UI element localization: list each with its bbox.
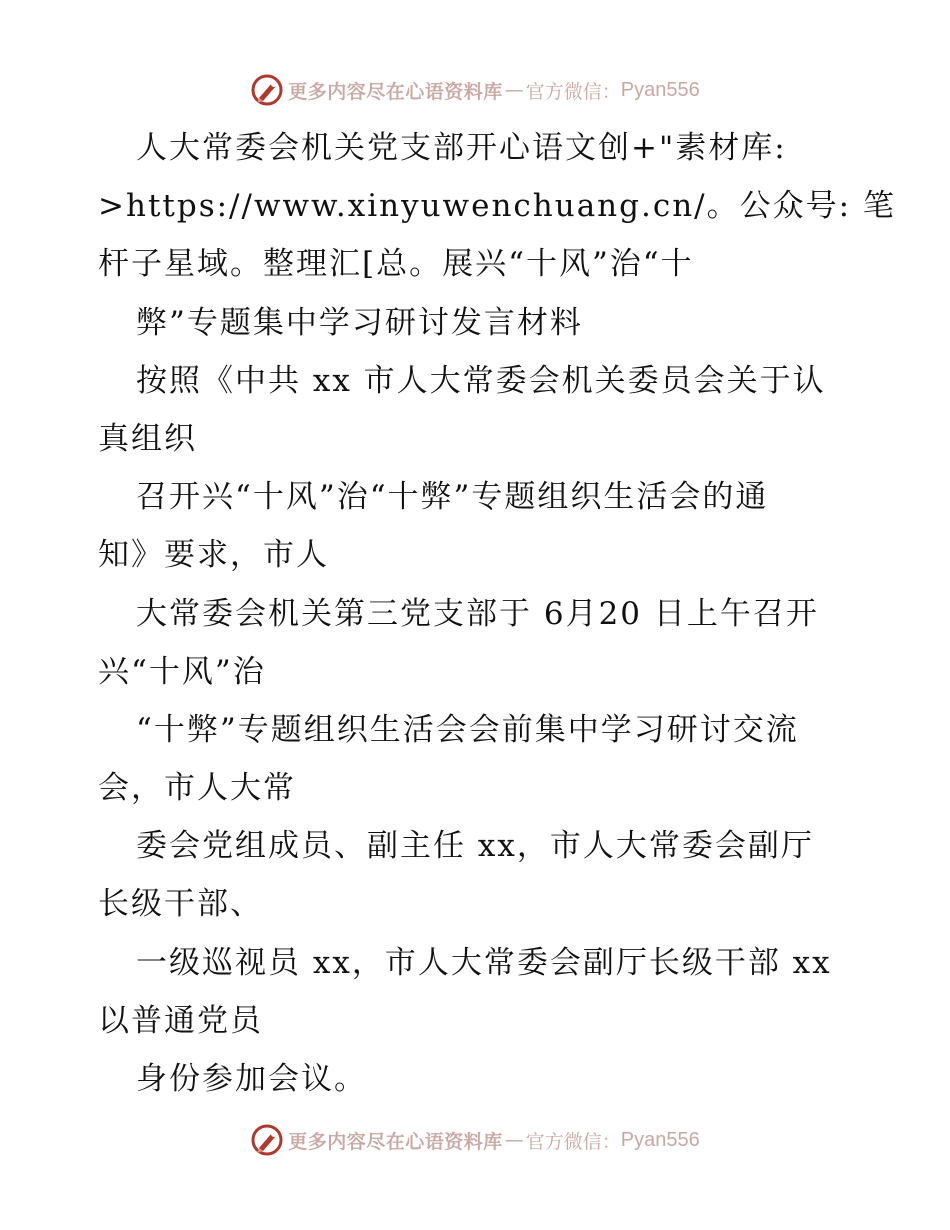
footer-watermark bbox=[0, 1120, 950, 1160]
pen-logo-icon bbox=[250, 73, 284, 107]
document-body bbox=[98, 119, 896, 1108]
watermark-separator: — bbox=[504, 1129, 524, 1151]
pen-logo-icon bbox=[250, 1123, 284, 1157]
text-line: 弊”专题集中学习研讨发言材料 bbox=[136, 304, 583, 341]
watermark-wechat-id: Pyan556 bbox=[620, 1128, 700, 1151]
watermark-separator: — bbox=[504, 79, 524, 101]
watermark-wechat-label: 官方微信： bbox=[525, 1130, 621, 1153]
text-line: “十弊”专题组织生活会会前集中学习研讨交流 bbox=[136, 711, 799, 748]
text-line: 大常委会机关第三党支部于 6月20 日上午召开 bbox=[136, 595, 819, 632]
text-line: 一级巡视员 xx，市人大常委会副厅长级干部 xx bbox=[136, 944, 832, 981]
text-line: 按照《中共 xx 市人大常委会机关委员会关于认 bbox=[136, 362, 826, 399]
text-line: 兴“十风”治 bbox=[98, 653, 266, 690]
text-line: 委会党组成员、副主任 xx，市人大常委会副厅 bbox=[136, 828, 814, 865]
text-line: >https://www.xinyuwenchuang.cn/。公众号: 笔 bbox=[98, 188, 896, 225]
text-line: 会，市人大常 bbox=[98, 770, 296, 807]
text-line: 杆子星域。整理汇[总。展兴“十风”治“十 bbox=[98, 246, 694, 283]
text-line: 召开兴“十风”治“十弊”专题组织生活会的通 bbox=[136, 479, 769, 516]
text-line: 真组织 bbox=[98, 420, 197, 457]
watermark-wechat-label: 官方微信： bbox=[525, 80, 621, 103]
text-line: 长级干部、 bbox=[98, 886, 263, 923]
text-line: 身份参加会议。 bbox=[136, 1061, 367, 1097]
text-line: 人大常委会机关党支部开心语文创+"素材库: bbox=[136, 130, 787, 166]
watermark-text: 更多内容尽在心语资料库 bbox=[288, 80, 503, 103]
watermark-text: 更多内容尽在心语资料库 bbox=[288, 1130, 503, 1153]
watermark-wechat-id: Pyan556 bbox=[620, 78, 700, 101]
header-watermark bbox=[0, 70, 950, 110]
text-line: 以普通党员 bbox=[98, 1002, 263, 1039]
text-line: 知》要求，市人 bbox=[98, 537, 329, 574]
